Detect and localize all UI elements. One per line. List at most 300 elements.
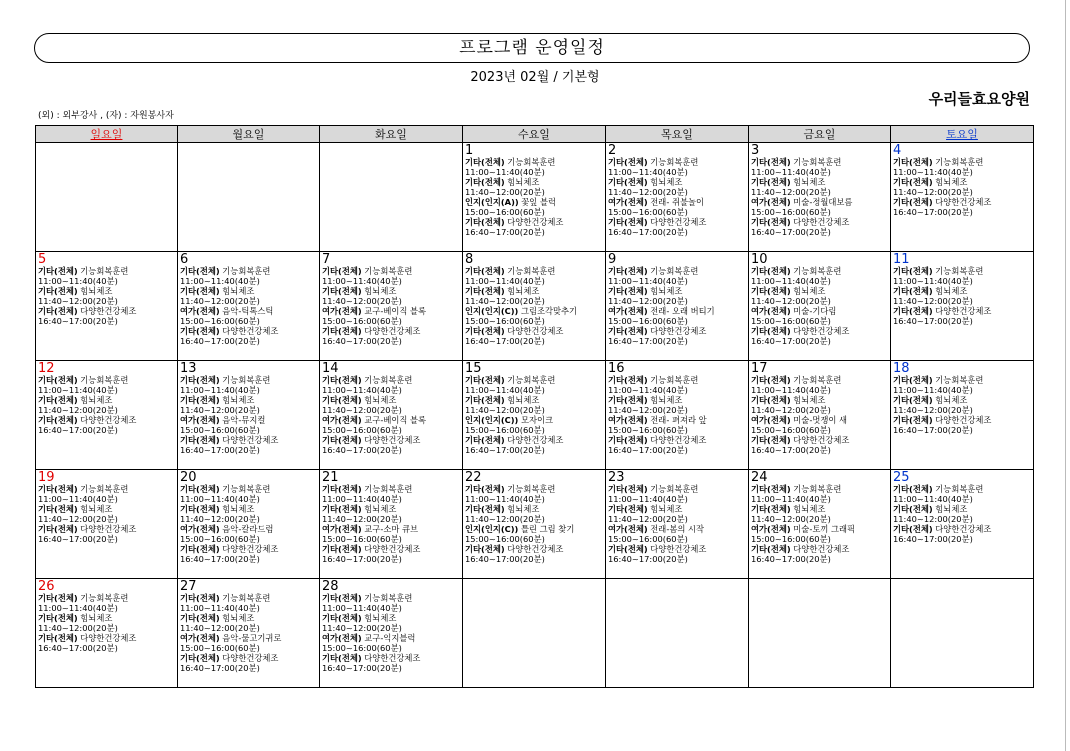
activity-entry bbox=[38, 266, 177, 276]
activity-entry bbox=[608, 157, 748, 167]
activity-name: 다양한건강체조 bbox=[80, 633, 137, 643]
activity-entry bbox=[38, 286, 177, 296]
activity-time: 11:40~12:00(20분) bbox=[465, 514, 545, 524]
activity-name: 전래- 쥐불놀이 bbox=[650, 197, 705, 207]
activity-category: 여가(전체) bbox=[608, 197, 648, 207]
activity-category: 여가(전체) bbox=[608, 415, 648, 425]
day-cell bbox=[178, 470, 320, 579]
activity-entry bbox=[322, 613, 462, 623]
activity-time: 16:40~17:00(20분) bbox=[465, 227, 545, 237]
day-cell bbox=[891, 143, 1034, 252]
activity-time: 11:00~11:40(40분) bbox=[465, 167, 545, 177]
activity-entry bbox=[893, 177, 1033, 187]
activity-entry bbox=[465, 395, 605, 405]
day-number: 23 bbox=[608, 470, 625, 485]
activity-category: 기타(전체) bbox=[608, 395, 648, 405]
activity-category: 기타(전체) bbox=[893, 177, 933, 187]
activity-name: 기능회복훈련 bbox=[935, 266, 984, 276]
activity-entry bbox=[180, 266, 319, 276]
activity-name: 다양한건강체조 bbox=[222, 544, 279, 554]
activity-category: 여가(전체) bbox=[751, 415, 791, 425]
day-number: 7 bbox=[322, 252, 331, 267]
activity-entry bbox=[465, 544, 605, 554]
activity-entry bbox=[180, 593, 319, 603]
activity-entry bbox=[180, 326, 319, 336]
activity-category: 기타(전체) bbox=[180, 504, 220, 514]
activity-category: 기타(전체) bbox=[893, 395, 933, 405]
activity-time: 11:00~11:40(40분) bbox=[180, 385, 260, 395]
activity-entry bbox=[322, 633, 462, 643]
activity-name: 미술-토끼 그래픽 bbox=[793, 524, 856, 534]
activity-entry bbox=[38, 375, 177, 385]
day-cell bbox=[178, 579, 320, 688]
activity-name: 힘뇌체조 bbox=[935, 286, 968, 296]
activity-category: 기타(전체) bbox=[38, 504, 78, 514]
activity-time: 15:00~16:00(60분) bbox=[180, 316, 260, 326]
activity-name: 다양한건강체조 bbox=[935, 197, 992, 207]
activity-time: 16:40~17:00(20분) bbox=[608, 445, 688, 455]
day-number: 18 bbox=[893, 361, 910, 376]
activity-time: 16:40~17:00(20분) bbox=[38, 534, 118, 544]
activity-category: 기타(전체) bbox=[465, 504, 505, 514]
activity-category: 기타(전체) bbox=[608, 157, 648, 167]
activity-category: 기타(전체) bbox=[893, 306, 933, 316]
activity-name: 다양한건강체조 bbox=[364, 544, 421, 554]
day-cell bbox=[606, 143, 749, 252]
activity-category: 기타(전체) bbox=[322, 266, 362, 276]
activity-entry bbox=[322, 484, 462, 494]
day-cell bbox=[178, 361, 320, 470]
activity-time: 11:00~11:40(40분) bbox=[751, 385, 831, 395]
activity-time: 11:00~11:40(40분) bbox=[322, 603, 402, 613]
activity-time: 11:40~12:00(20분) bbox=[751, 405, 831, 415]
day-cell bbox=[749, 470, 891, 579]
activity-name: 힘뇌체조 bbox=[650, 177, 683, 187]
activity-entry bbox=[893, 484, 1033, 494]
activity-name: 다양한건강체조 bbox=[80, 415, 137, 425]
activity-category: 기타(전체) bbox=[751, 504, 791, 514]
activity-category: 기타(전체) bbox=[180, 593, 220, 603]
activity-category: 기타(전체) bbox=[180, 375, 220, 385]
activity-category: 기타(전체) bbox=[465, 266, 505, 276]
activity-category: 기타(전체) bbox=[38, 593, 78, 603]
activity-entry bbox=[465, 286, 605, 296]
activity-time: 16:40~17:00(20분) bbox=[465, 554, 545, 564]
activity-name: 교구-베이직 블록 bbox=[364, 415, 427, 425]
activity-entry bbox=[608, 326, 748, 336]
activity-category: 기타(전체) bbox=[608, 484, 648, 494]
activity-name: 힘뇌체조 bbox=[650, 504, 683, 514]
activity-category: 여가(전체) bbox=[751, 197, 791, 207]
activity-name: 다양한건강체조 bbox=[793, 435, 850, 445]
activity-entry bbox=[322, 415, 462, 425]
legend-note: (외) : 외부강사 , (자) : 자원봉사자 bbox=[38, 111, 174, 121]
activity-entry bbox=[322, 286, 462, 296]
day-cell bbox=[36, 143, 178, 252]
activity-time: 15:00~16:00(60분) bbox=[608, 534, 688, 544]
activity-category: 기타(전체) bbox=[38, 415, 78, 425]
activity-name: 기능회복훈련 bbox=[935, 375, 984, 385]
day-number: 19 bbox=[38, 470, 55, 485]
activity-name: 기능회복훈련 bbox=[80, 375, 129, 385]
activity-entry bbox=[608, 217, 748, 227]
activity-time: 16:40~17:00(20분) bbox=[893, 425, 973, 435]
activity-name: 기능회복훈련 bbox=[650, 266, 699, 276]
activity-category: 기타(전체) bbox=[465, 157, 505, 167]
activity-category: 기타(전체) bbox=[322, 435, 362, 445]
day-number: 13 bbox=[180, 361, 197, 376]
activity-entry bbox=[38, 415, 177, 425]
activity-entry bbox=[465, 157, 605, 167]
activity-time: 11:40~12:00(20분) bbox=[180, 296, 260, 306]
activity-time: 11:40~12:00(20분) bbox=[893, 405, 973, 415]
activity-entry bbox=[751, 157, 890, 167]
activity-time: 15:00~16:00(60분) bbox=[465, 207, 545, 217]
activity-entry bbox=[608, 177, 748, 187]
activity-entry bbox=[180, 653, 319, 663]
day-cell bbox=[891, 252, 1034, 361]
weekday-header-tue: 화요일 bbox=[320, 126, 463, 143]
activity-category: 기타(전체) bbox=[751, 286, 791, 296]
day-number: 1 bbox=[465, 143, 474, 158]
activity-time: 11:00~11:40(40분) bbox=[608, 494, 688, 504]
activity-entry bbox=[465, 504, 605, 514]
day-number: 5 bbox=[38, 252, 47, 267]
activity-entry bbox=[751, 484, 890, 494]
activity-entry bbox=[608, 395, 748, 405]
activity-category: 기타(전체) bbox=[180, 613, 220, 623]
activity-category: 기타(전체) bbox=[322, 286, 362, 296]
activity-name: 힘뇌체조 bbox=[364, 504, 397, 514]
activity-name: 기능회복훈련 bbox=[935, 484, 984, 494]
activity-name: 모자이크 bbox=[520, 415, 554, 425]
activity-category: 기타(전체) bbox=[322, 504, 362, 514]
activity-name: 기능회복훈련 bbox=[80, 266, 129, 276]
activity-time: 11:00~11:40(40분) bbox=[38, 494, 118, 504]
activity-entry bbox=[751, 326, 890, 336]
weekday-header-mon: 월요일 bbox=[178, 126, 320, 143]
activity-name: 힘뇌체조 bbox=[793, 177, 826, 187]
activity-category: 기타(전체) bbox=[465, 375, 505, 385]
activity-entry bbox=[322, 653, 462, 663]
activity-name: 힘뇌체조 bbox=[507, 177, 540, 187]
activity-name: 힘뇌체조 bbox=[793, 286, 826, 296]
day-cell bbox=[463, 361, 606, 470]
activity-entry bbox=[38, 593, 177, 603]
activity-name: 힘뇌체조 bbox=[80, 504, 113, 514]
activity-time: 16:40~17:00(20분) bbox=[322, 554, 402, 564]
activity-name: 다양한건강체조 bbox=[650, 435, 707, 445]
activity-name: 다양한건강체조 bbox=[793, 326, 850, 336]
activity-time: 11:40~12:00(20분) bbox=[465, 187, 545, 197]
activity-category: 기타(전체) bbox=[893, 197, 933, 207]
activity-name: 힘뇌체조 bbox=[793, 395, 826, 405]
activity-entry bbox=[751, 395, 890, 405]
activity-name: 교구-베이직 블록 bbox=[364, 306, 427, 316]
activity-entry bbox=[893, 504, 1033, 514]
activity-category: 기타(전체) bbox=[38, 266, 78, 276]
activity-category: 기타(전체) bbox=[322, 613, 362, 623]
organization-name: 우리들효요양원 bbox=[928, 90, 1030, 108]
activity-name: 기능회복훈련 bbox=[222, 484, 271, 494]
activity-category: 기타(전체) bbox=[465, 484, 505, 494]
activity-time: 11:00~11:40(40분) bbox=[751, 276, 831, 286]
activity-category: 기타(전체) bbox=[893, 266, 933, 276]
activity-category: 기타(전체) bbox=[751, 217, 791, 227]
activity-time: 11:00~11:40(40분) bbox=[893, 385, 973, 395]
week-row bbox=[36, 470, 1034, 579]
activity-time: 15:00~16:00(60분) bbox=[322, 643, 402, 653]
day-cell bbox=[463, 252, 606, 361]
activity-time: 15:00~16:00(60분) bbox=[180, 534, 260, 544]
activity-time: 11:00~11:40(40분) bbox=[751, 494, 831, 504]
activity-category: 기타(전체) bbox=[465, 217, 505, 227]
activity-entry bbox=[180, 633, 319, 643]
activity-name: 힘뇌체조 bbox=[222, 613, 255, 623]
activity-category: 기타(전체) bbox=[751, 266, 791, 276]
activity-entry bbox=[465, 524, 605, 534]
activity-category: 기타(전체) bbox=[180, 435, 220, 445]
activity-category: 기타(전체) bbox=[893, 375, 933, 385]
activity-time: 16:40~17:00(20분) bbox=[38, 643, 118, 653]
activity-entry bbox=[751, 266, 890, 276]
activity-entry bbox=[751, 415, 890, 425]
activity-category: 기타(전체) bbox=[180, 484, 220, 494]
activity-category: 기타(전체) bbox=[608, 266, 648, 276]
day-cell bbox=[320, 361, 463, 470]
activity-entry bbox=[465, 326, 605, 336]
activity-time: 11:40~12:00(20분) bbox=[38, 405, 118, 415]
activity-time: 16:40~17:00(20분) bbox=[38, 425, 118, 435]
activity-time: 11:40~12:00(20분) bbox=[180, 514, 260, 524]
activity-entry bbox=[893, 197, 1033, 207]
activity-category: 인지(인지(C)) bbox=[465, 306, 519, 316]
activity-time: 11:00~11:40(40분) bbox=[322, 385, 402, 395]
activity-name: 미술-기다림 bbox=[793, 306, 837, 316]
week-row bbox=[36, 252, 1034, 361]
activity-category: 기타(전체) bbox=[322, 544, 362, 554]
activity-name: 힘뇌체조 bbox=[222, 504, 255, 514]
activity-name: 기능회복훈련 bbox=[222, 593, 271, 603]
activity-entry bbox=[751, 524, 890, 534]
day-cell bbox=[891, 470, 1034, 579]
activity-name: 다양한건강체조 bbox=[650, 326, 707, 336]
weekday-header-sun: 일요일 bbox=[36, 126, 178, 143]
activity-name: 힘뇌체조 bbox=[364, 286, 397, 296]
activity-name: 다양한건강체조 bbox=[793, 217, 850, 227]
activity-name: 기능회복훈련 bbox=[364, 266, 413, 276]
activity-time: 11:00~11:40(40분) bbox=[608, 276, 688, 286]
activity-entry bbox=[751, 286, 890, 296]
day-cell bbox=[320, 470, 463, 579]
activity-entry bbox=[893, 375, 1033, 385]
activity-entry bbox=[893, 415, 1033, 425]
activity-time: 15:00~16:00(60분) bbox=[180, 643, 260, 653]
activity-entry bbox=[608, 266, 748, 276]
activity-category: 여가(전체) bbox=[608, 306, 648, 316]
activity-time: 11:40~12:00(20분) bbox=[893, 187, 973, 197]
activity-entry bbox=[751, 177, 890, 187]
activity-time: 11:40~12:00(20분) bbox=[893, 514, 973, 524]
activity-category: 기타(전체) bbox=[893, 415, 933, 425]
activity-category: 기타(전체) bbox=[608, 326, 648, 336]
calendar-body bbox=[36, 143, 1034, 688]
activity-category: 기타(전체) bbox=[465, 286, 505, 296]
activity-time: 11:40~12:00(20분) bbox=[608, 187, 688, 197]
activity-time: 11:40~12:00(20분) bbox=[38, 296, 118, 306]
activity-entry bbox=[465, 435, 605, 445]
activity-name: 기능회복훈련 bbox=[793, 484, 842, 494]
activity-category: 기타(전체) bbox=[893, 484, 933, 494]
day-cell bbox=[36, 470, 178, 579]
activity-time: 11:00~11:40(40분) bbox=[751, 167, 831, 177]
day-number: 26 bbox=[38, 579, 55, 594]
day-cell bbox=[320, 252, 463, 361]
activity-entry bbox=[465, 266, 605, 276]
activity-time: 15:00~16:00(60분) bbox=[465, 534, 545, 544]
activity-time: 16:40~17:00(20분) bbox=[751, 336, 831, 346]
activity-category: 기타(전체) bbox=[465, 395, 505, 405]
activity-time: 11:00~11:40(40분) bbox=[893, 494, 973, 504]
activity-entry bbox=[180, 484, 319, 494]
activity-category: 기타(전체) bbox=[751, 395, 791, 405]
activity-name: 다양한건강체조 bbox=[507, 544, 564, 554]
activity-entry bbox=[608, 197, 748, 207]
day-cell bbox=[891, 361, 1034, 470]
day-number: 14 bbox=[322, 361, 339, 376]
activity-name: 기능회복훈련 bbox=[222, 266, 271, 276]
day-cell bbox=[320, 579, 463, 688]
activity-category: 여가(전체) bbox=[322, 633, 362, 643]
activity-name: 힘뇌체조 bbox=[80, 395, 113, 405]
activity-time: 16:40~17:00(20분) bbox=[893, 207, 973, 217]
day-cell bbox=[606, 579, 749, 688]
weekday-header-thu: 목요일 bbox=[606, 126, 749, 143]
activity-name: 기능회복훈련 bbox=[364, 375, 413, 385]
day-cell bbox=[749, 579, 891, 688]
activity-time: 15:00~16:00(60분) bbox=[322, 425, 402, 435]
activity-category: 기타(전체) bbox=[322, 593, 362, 603]
activity-name: 기능회복훈련 bbox=[793, 375, 842, 385]
activity-name: 힘뇌체조 bbox=[222, 286, 255, 296]
activity-time: 15:00~16:00(60분) bbox=[465, 316, 545, 326]
activity-category: 기타(전체) bbox=[180, 653, 220, 663]
activity-entry bbox=[322, 504, 462, 514]
week-row bbox=[36, 361, 1034, 470]
activity-category: 기타(전체) bbox=[751, 544, 791, 554]
activity-entry bbox=[608, 435, 748, 445]
activity-entry bbox=[465, 177, 605, 187]
activity-time: 15:00~16:00(60분) bbox=[180, 425, 260, 435]
day-number: 20 bbox=[180, 470, 197, 485]
activity-entry bbox=[322, 326, 462, 336]
day-cell bbox=[606, 361, 749, 470]
activity-name: 힘뇌체조 bbox=[935, 395, 968, 405]
day-number: 22 bbox=[465, 470, 482, 485]
activity-name: 기능회복훈련 bbox=[793, 266, 842, 276]
day-cell bbox=[36, 579, 178, 688]
activity-entry bbox=[180, 613, 319, 623]
activity-entry bbox=[322, 266, 462, 276]
activity-entry bbox=[38, 395, 177, 405]
week-row bbox=[36, 143, 1034, 252]
activity-category: 여가(전체) bbox=[322, 306, 362, 316]
activity-time: 16:40~17:00(20분) bbox=[751, 227, 831, 237]
day-number: 27 bbox=[180, 579, 197, 594]
activity-entry bbox=[38, 633, 177, 643]
day-cell bbox=[606, 252, 749, 361]
activity-name: 전래-봄의 시작 bbox=[650, 524, 705, 534]
day-number: 24 bbox=[751, 470, 768, 485]
activity-name: 기능회복훈련 bbox=[364, 484, 413, 494]
activity-name: 다양한건강체조 bbox=[793, 544, 850, 554]
activity-name: 전래- 오래 버티기 bbox=[650, 306, 715, 316]
activity-time: 11:40~12:00(20분) bbox=[608, 296, 688, 306]
activity-time: 16:40~17:00(20분) bbox=[751, 445, 831, 455]
activity-time: 11:40~12:00(20분) bbox=[465, 405, 545, 415]
activity-name: 다양한건강체조 bbox=[364, 435, 421, 445]
activity-entry bbox=[322, 593, 462, 603]
activity-name: 기능회복훈련 bbox=[80, 484, 129, 494]
activity-name: 힘뇌체조 bbox=[80, 286, 113, 296]
activity-time: 11:40~12:00(20분) bbox=[751, 514, 831, 524]
day-cell bbox=[463, 579, 606, 688]
day-number: 9 bbox=[608, 252, 617, 267]
activity-time: 15:00~16:00(60분) bbox=[608, 425, 688, 435]
activity-entry bbox=[608, 504, 748, 514]
activity-entry bbox=[180, 415, 319, 425]
activity-entry bbox=[465, 415, 605, 425]
schedule-calendar bbox=[35, 125, 1034, 688]
day-cell bbox=[320, 143, 463, 252]
activity-name: 기능회복훈련 bbox=[650, 157, 699, 167]
activity-category: 기타(전체) bbox=[38, 395, 78, 405]
activity-name: 다양한건강체조 bbox=[222, 435, 279, 445]
activity-category: 기타(전체) bbox=[465, 177, 505, 187]
activity-name: 힘뇌체조 bbox=[793, 504, 826, 514]
activity-entry bbox=[608, 375, 748, 385]
activity-category: 기타(전체) bbox=[180, 544, 220, 554]
activity-time: 11:00~11:40(40분) bbox=[180, 276, 260, 286]
day-cell bbox=[36, 252, 178, 361]
activity-entry bbox=[322, 375, 462, 385]
activity-name: 다양한건강체조 bbox=[80, 524, 137, 534]
activity-name: 다양한건강체조 bbox=[507, 217, 564, 227]
document-subtitle: 2023년 02월 / 기본형 bbox=[470, 70, 600, 85]
activity-category: 기타(전체) bbox=[180, 395, 220, 405]
activity-name: 교구-소마 큐브 bbox=[364, 524, 419, 534]
activity-name: 음악-칼라드럼 bbox=[222, 524, 274, 534]
day-cell bbox=[463, 143, 606, 252]
activity-time: 16:40~17:00(20분) bbox=[465, 445, 545, 455]
activity-entry bbox=[180, 306, 319, 316]
activity-entry bbox=[322, 544, 462, 554]
activity-category: 여가(전체) bbox=[751, 306, 791, 316]
activity-time: 11:00~11:40(40분) bbox=[893, 276, 973, 286]
day-number: 11 bbox=[893, 252, 910, 267]
activity-time: 11:40~12:00(20분) bbox=[751, 296, 831, 306]
day-number: 25 bbox=[893, 470, 910, 485]
activity-name: 미술-정월대보름 bbox=[793, 197, 853, 207]
day-cell bbox=[606, 470, 749, 579]
activity-entry bbox=[322, 306, 462, 316]
activity-entry bbox=[893, 266, 1033, 276]
activity-time: 11:00~11:40(40분) bbox=[893, 167, 973, 177]
activity-name: 다양한건강체조 bbox=[935, 415, 992, 425]
activity-time: 11:40~12:00(20분) bbox=[38, 623, 118, 633]
activity-category: 기타(전체) bbox=[38, 633, 78, 643]
activity-name: 힘뇌체조 bbox=[80, 613, 113, 623]
